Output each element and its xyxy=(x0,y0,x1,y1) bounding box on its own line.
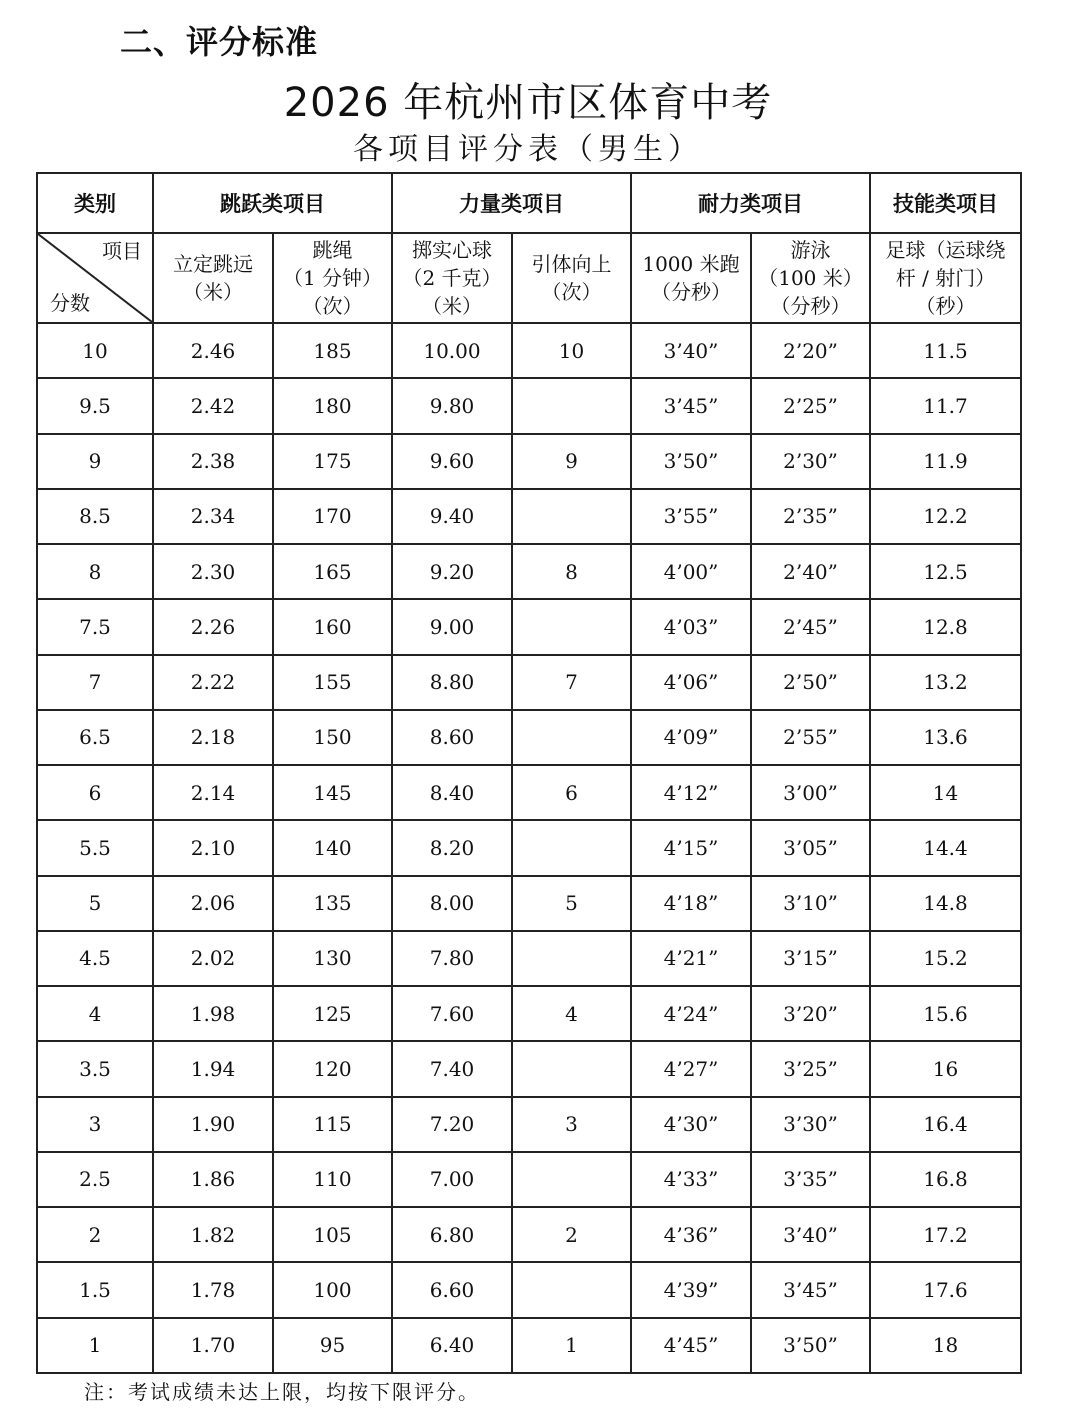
table-cell: 15.2 xyxy=(870,931,1021,986)
table-cell: 1.86 xyxy=(153,1152,273,1207)
table-cell: 2’40” xyxy=(751,544,870,599)
score-cell: 1.5 xyxy=(37,1262,153,1317)
table-cell xyxy=(512,1152,631,1207)
item-header-line: （次） xyxy=(541,280,602,304)
item-header-line: 1000 米跑 xyxy=(642,252,740,276)
table-cell: 2.10 xyxy=(153,820,273,875)
table-cell: 8.20 xyxy=(392,820,512,875)
table-cell: 13.2 xyxy=(870,655,1021,710)
table-cell xyxy=(512,599,631,654)
table-cell: 7.60 xyxy=(392,986,512,1041)
score-cell: 9.5 xyxy=(37,378,153,433)
table-row xyxy=(37,1262,1021,1317)
table-cell: 135 xyxy=(273,876,392,931)
table-cell: 4’15” xyxy=(631,820,751,875)
table-cell: 160 xyxy=(273,599,392,654)
table-row xyxy=(37,820,1021,875)
table-row xyxy=(37,765,1021,820)
table-cell: 8.00 xyxy=(392,876,512,931)
table-cell: 4’18” xyxy=(631,876,751,931)
table-cell: 2.34 xyxy=(153,489,273,544)
table-cell: 4’06” xyxy=(631,655,751,710)
table-cell: 2.02 xyxy=(153,931,273,986)
table-cell: 175 xyxy=(273,434,392,489)
item-header-line: （米） xyxy=(183,280,243,304)
table-cell: 2.14 xyxy=(153,765,273,820)
table-row xyxy=(37,323,1021,378)
item-header-line: 游泳 xyxy=(790,238,831,262)
table-cell: 15.6 xyxy=(870,986,1021,1041)
footnote: 注：考试成绩未达上限，均按下限评分。 xyxy=(84,1380,480,1404)
table-row xyxy=(37,489,1021,544)
table-cell: 3’20” xyxy=(751,986,870,1041)
table-cell: 115 xyxy=(273,1097,392,1152)
table-cell: 9.60 xyxy=(392,434,512,489)
item-header-line: （2 千克） xyxy=(402,266,502,290)
table-row xyxy=(37,1207,1021,1262)
table-cell: 125 xyxy=(273,986,392,1041)
table-cell: 14.4 xyxy=(870,820,1021,875)
table-cell: 14 xyxy=(870,765,1021,820)
table-cell: 12.8 xyxy=(870,599,1021,654)
table-cell: 10 xyxy=(512,323,631,378)
table-cell: 100 xyxy=(273,1262,392,1317)
table-cell: 4’39” xyxy=(631,1262,751,1317)
table-cell: 180 xyxy=(273,378,392,433)
table-cell: 7.20 xyxy=(392,1097,512,1152)
table-cell: 16.4 xyxy=(870,1097,1021,1152)
score-cell: 4 xyxy=(37,986,153,1041)
table-cell: 2’45” xyxy=(751,599,870,654)
score-cell: 6.5 xyxy=(37,710,153,765)
table-cell: 14.8 xyxy=(870,876,1021,931)
table-cell: 3’50” xyxy=(631,434,751,489)
score-cell: 6 xyxy=(37,765,153,820)
table-cell: 2.06 xyxy=(153,876,273,931)
table-cell: 9 xyxy=(512,434,631,489)
strength-category-header: 力量类项目 xyxy=(392,173,631,233)
table-cell: 4’27” xyxy=(631,1041,751,1096)
table-cell: 2’25” xyxy=(751,378,870,433)
item-header-line: 足球（运球绕 xyxy=(885,238,1006,262)
table-cell: 6.80 xyxy=(392,1207,512,1262)
table-row xyxy=(37,876,1021,931)
table-cell: 6 xyxy=(512,765,631,820)
item-header-line: （分秒） xyxy=(651,280,731,304)
table-cell: 4’03” xyxy=(631,599,751,654)
score-cell: 3.5 xyxy=(37,1041,153,1096)
table-cell: 9.00 xyxy=(392,599,512,654)
table-row xyxy=(37,544,1021,599)
table-cell: 12.2 xyxy=(870,489,1021,544)
table-cell: 185 xyxy=(273,323,392,378)
table-cell: 12.5 xyxy=(870,544,1021,599)
score-cell: 10 xyxy=(37,323,153,378)
table-cell: 3’05” xyxy=(751,820,870,875)
table-cell: 3’15” xyxy=(751,931,870,986)
jump-category-header: 跳跃类项目 xyxy=(153,173,392,233)
table-cell: 6.60 xyxy=(392,1262,512,1317)
table-cell: 7 xyxy=(512,655,631,710)
table-cell: 110 xyxy=(273,1152,392,1207)
table-cell xyxy=(512,489,631,544)
table-cell: 4’21” xyxy=(631,931,751,986)
table-cell: 2.30 xyxy=(153,544,273,599)
table-cell: 130 xyxy=(273,931,392,986)
table-cell: 11.5 xyxy=(870,323,1021,378)
table-cell: 11.7 xyxy=(870,378,1021,433)
table-cell: 95 xyxy=(273,1318,392,1374)
table-cell: 3’55” xyxy=(631,489,751,544)
table-cell: 2 xyxy=(512,1207,631,1262)
table-cell: 2.22 xyxy=(153,655,273,710)
table-cell: 145 xyxy=(273,765,392,820)
item-header-pull-up xyxy=(512,233,631,323)
table-cell: 3’40” xyxy=(751,1207,870,1262)
table-cell: 2’50” xyxy=(751,655,870,710)
skill-category-header: 技能类项目 xyxy=(870,173,1021,233)
table-cell: 3’30” xyxy=(751,1097,870,1152)
table-cell: 8.80 xyxy=(392,655,512,710)
document-subtitle: 各项目评分表（男生） xyxy=(353,132,703,167)
item-header-medicine-ball-throw xyxy=(392,233,512,323)
table-cell: 1.94 xyxy=(153,1041,273,1096)
table-cell: 2.26 xyxy=(153,599,273,654)
item-header-line: 掷实心球 xyxy=(412,238,492,262)
table-row xyxy=(37,931,1021,986)
diagonal-item-label: 项目 xyxy=(102,239,142,263)
table-row xyxy=(37,710,1021,765)
table-cell: 2.38 xyxy=(153,434,273,489)
table-cell: 155 xyxy=(273,655,392,710)
table-cell: 9.40 xyxy=(392,489,512,544)
score-cell: 8 xyxy=(37,544,153,599)
table-cell: 4’24” xyxy=(631,986,751,1041)
score-cell: 2.5 xyxy=(37,1152,153,1207)
table-cell: 2.18 xyxy=(153,710,273,765)
score-cell: 1 xyxy=(37,1318,153,1374)
table-cell: 8.40 xyxy=(392,765,512,820)
table-cell: 4’12” xyxy=(631,765,751,820)
endurance-category-header: 耐力类项目 xyxy=(631,173,870,233)
table-cell: 2.42 xyxy=(153,378,273,433)
table-cell: 11.9 xyxy=(870,434,1021,489)
item-header-line: 杆 / 射门） xyxy=(895,266,996,290)
table-cell: 4’36” xyxy=(631,1207,751,1262)
item-header-line: （秒） xyxy=(915,294,976,318)
table-cell: 3’45” xyxy=(751,1262,870,1317)
item-header-line: （100 米） xyxy=(758,266,863,290)
diagonal-score-label: 分数 xyxy=(50,291,90,315)
table-cell xyxy=(512,820,631,875)
score-table-body xyxy=(37,323,1021,1373)
score-cell: 7 xyxy=(37,655,153,710)
table-cell: 3’45” xyxy=(631,378,751,433)
item-header-line: （米） xyxy=(422,294,482,318)
table-cell: 4’45” xyxy=(631,1318,751,1374)
table-row xyxy=(37,655,1021,710)
table-cell: 4’33” xyxy=(631,1152,751,1207)
item-header-line: （1 分钟） xyxy=(282,266,383,290)
score-cell: 3 xyxy=(37,1097,153,1152)
table-row xyxy=(37,1318,1021,1374)
table-cell: 150 xyxy=(273,710,392,765)
table-cell: 3’00” xyxy=(751,765,870,820)
table-cell: 8 xyxy=(512,544,631,599)
table-cell: 120 xyxy=(273,1041,392,1096)
table-cell: 1.78 xyxy=(153,1262,273,1317)
item-header-line: 引体向上 xyxy=(531,252,612,276)
table-cell: 2’20” xyxy=(751,323,870,378)
table-cell: 3 xyxy=(512,1097,631,1152)
table-cell: 17.2 xyxy=(870,1207,1021,1262)
table-cell: 3’10” xyxy=(751,876,870,931)
table-cell xyxy=(512,1262,631,1317)
score-cell: 5.5 xyxy=(37,820,153,875)
table-cell: 13.6 xyxy=(870,710,1021,765)
table-cell xyxy=(512,710,631,765)
item-header-line: 跳绳 xyxy=(312,238,353,262)
table-cell: 16.8 xyxy=(870,1152,1021,1207)
table-cell xyxy=(512,931,631,986)
table-row xyxy=(37,434,1021,489)
item-header-swimming-100m xyxy=(751,233,870,323)
score-cell: 4.5 xyxy=(37,931,153,986)
table-cell: 6.40 xyxy=(392,1318,512,1374)
table-row xyxy=(37,599,1021,654)
table-cell: 2’55” xyxy=(751,710,870,765)
table-cell: 4 xyxy=(512,986,631,1041)
table-row xyxy=(37,1041,1021,1096)
table-cell: 140 xyxy=(273,820,392,875)
item-header-line: （分秒） xyxy=(770,294,851,318)
table-cell: 7.80 xyxy=(392,931,512,986)
table-cell: 165 xyxy=(273,544,392,599)
table-cell: 17.6 xyxy=(870,1262,1021,1317)
section-heading: 二、评分标准 xyxy=(120,23,319,61)
table-cell: 18 xyxy=(870,1318,1021,1374)
score-cell: 7.5 xyxy=(37,599,153,654)
table-cell: 2.46 xyxy=(153,323,273,378)
score-cell: 2 xyxy=(37,1207,153,1262)
score-cell: 9 xyxy=(37,434,153,489)
table-cell: 16 xyxy=(870,1041,1021,1096)
table-cell: 3’25” xyxy=(751,1041,870,1096)
table-cell: 3’40” xyxy=(631,323,751,378)
table-cell: 5 xyxy=(512,876,631,931)
table-cell xyxy=(512,378,631,433)
table-cell: 3’35” xyxy=(751,1152,870,1207)
table-cell: 7.00 xyxy=(392,1152,512,1207)
category-header-row xyxy=(37,173,1021,233)
item-header-run-1000m xyxy=(631,233,751,323)
score-table xyxy=(36,172,1022,1374)
table-cell: 105 xyxy=(273,1207,392,1262)
table-cell: 1.70 xyxy=(153,1318,273,1374)
table-cell: 4’00” xyxy=(631,544,751,599)
item-header-rope-skipping xyxy=(273,233,392,323)
score-cell: 8.5 xyxy=(37,489,153,544)
diagonal-header-cell xyxy=(37,233,153,323)
table-cell: 2’30” xyxy=(751,434,870,489)
table-row xyxy=(37,986,1021,1041)
table-cell: 1.90 xyxy=(153,1097,273,1152)
table-cell: 9.80 xyxy=(392,378,512,433)
table-row xyxy=(37,378,1021,433)
item-header-standing-long-jump xyxy=(153,233,273,323)
table-cell: 1.98 xyxy=(153,986,273,1041)
table-cell xyxy=(512,1041,631,1096)
table-cell: 1.82 xyxy=(153,1207,273,1262)
score-cell: 5 xyxy=(37,876,153,931)
table-cell: 7.40 xyxy=(392,1041,512,1096)
item-header-football-skill xyxy=(870,233,1021,323)
table-cell: 1 xyxy=(512,1318,631,1374)
table-cell: 3’50” xyxy=(751,1318,870,1374)
document-title: 2026 年杭州市区体育中考 xyxy=(283,80,773,126)
table-cell: 4’09” xyxy=(631,710,751,765)
table-cell: 9.20 xyxy=(392,544,512,599)
table-cell: 4’30” xyxy=(631,1097,751,1152)
table-cell: 2’35” xyxy=(751,489,870,544)
table-row xyxy=(37,1152,1021,1207)
table-cell: 10.00 xyxy=(392,323,512,378)
item-header-line: 立定跳远 xyxy=(173,252,253,276)
category-header: 类别 xyxy=(37,173,153,233)
table-cell: 8.60 xyxy=(392,710,512,765)
item-header-row xyxy=(37,233,1021,323)
table-row xyxy=(37,1097,1021,1152)
item-header-line: （次） xyxy=(302,294,363,318)
table-cell: 170 xyxy=(273,489,392,544)
